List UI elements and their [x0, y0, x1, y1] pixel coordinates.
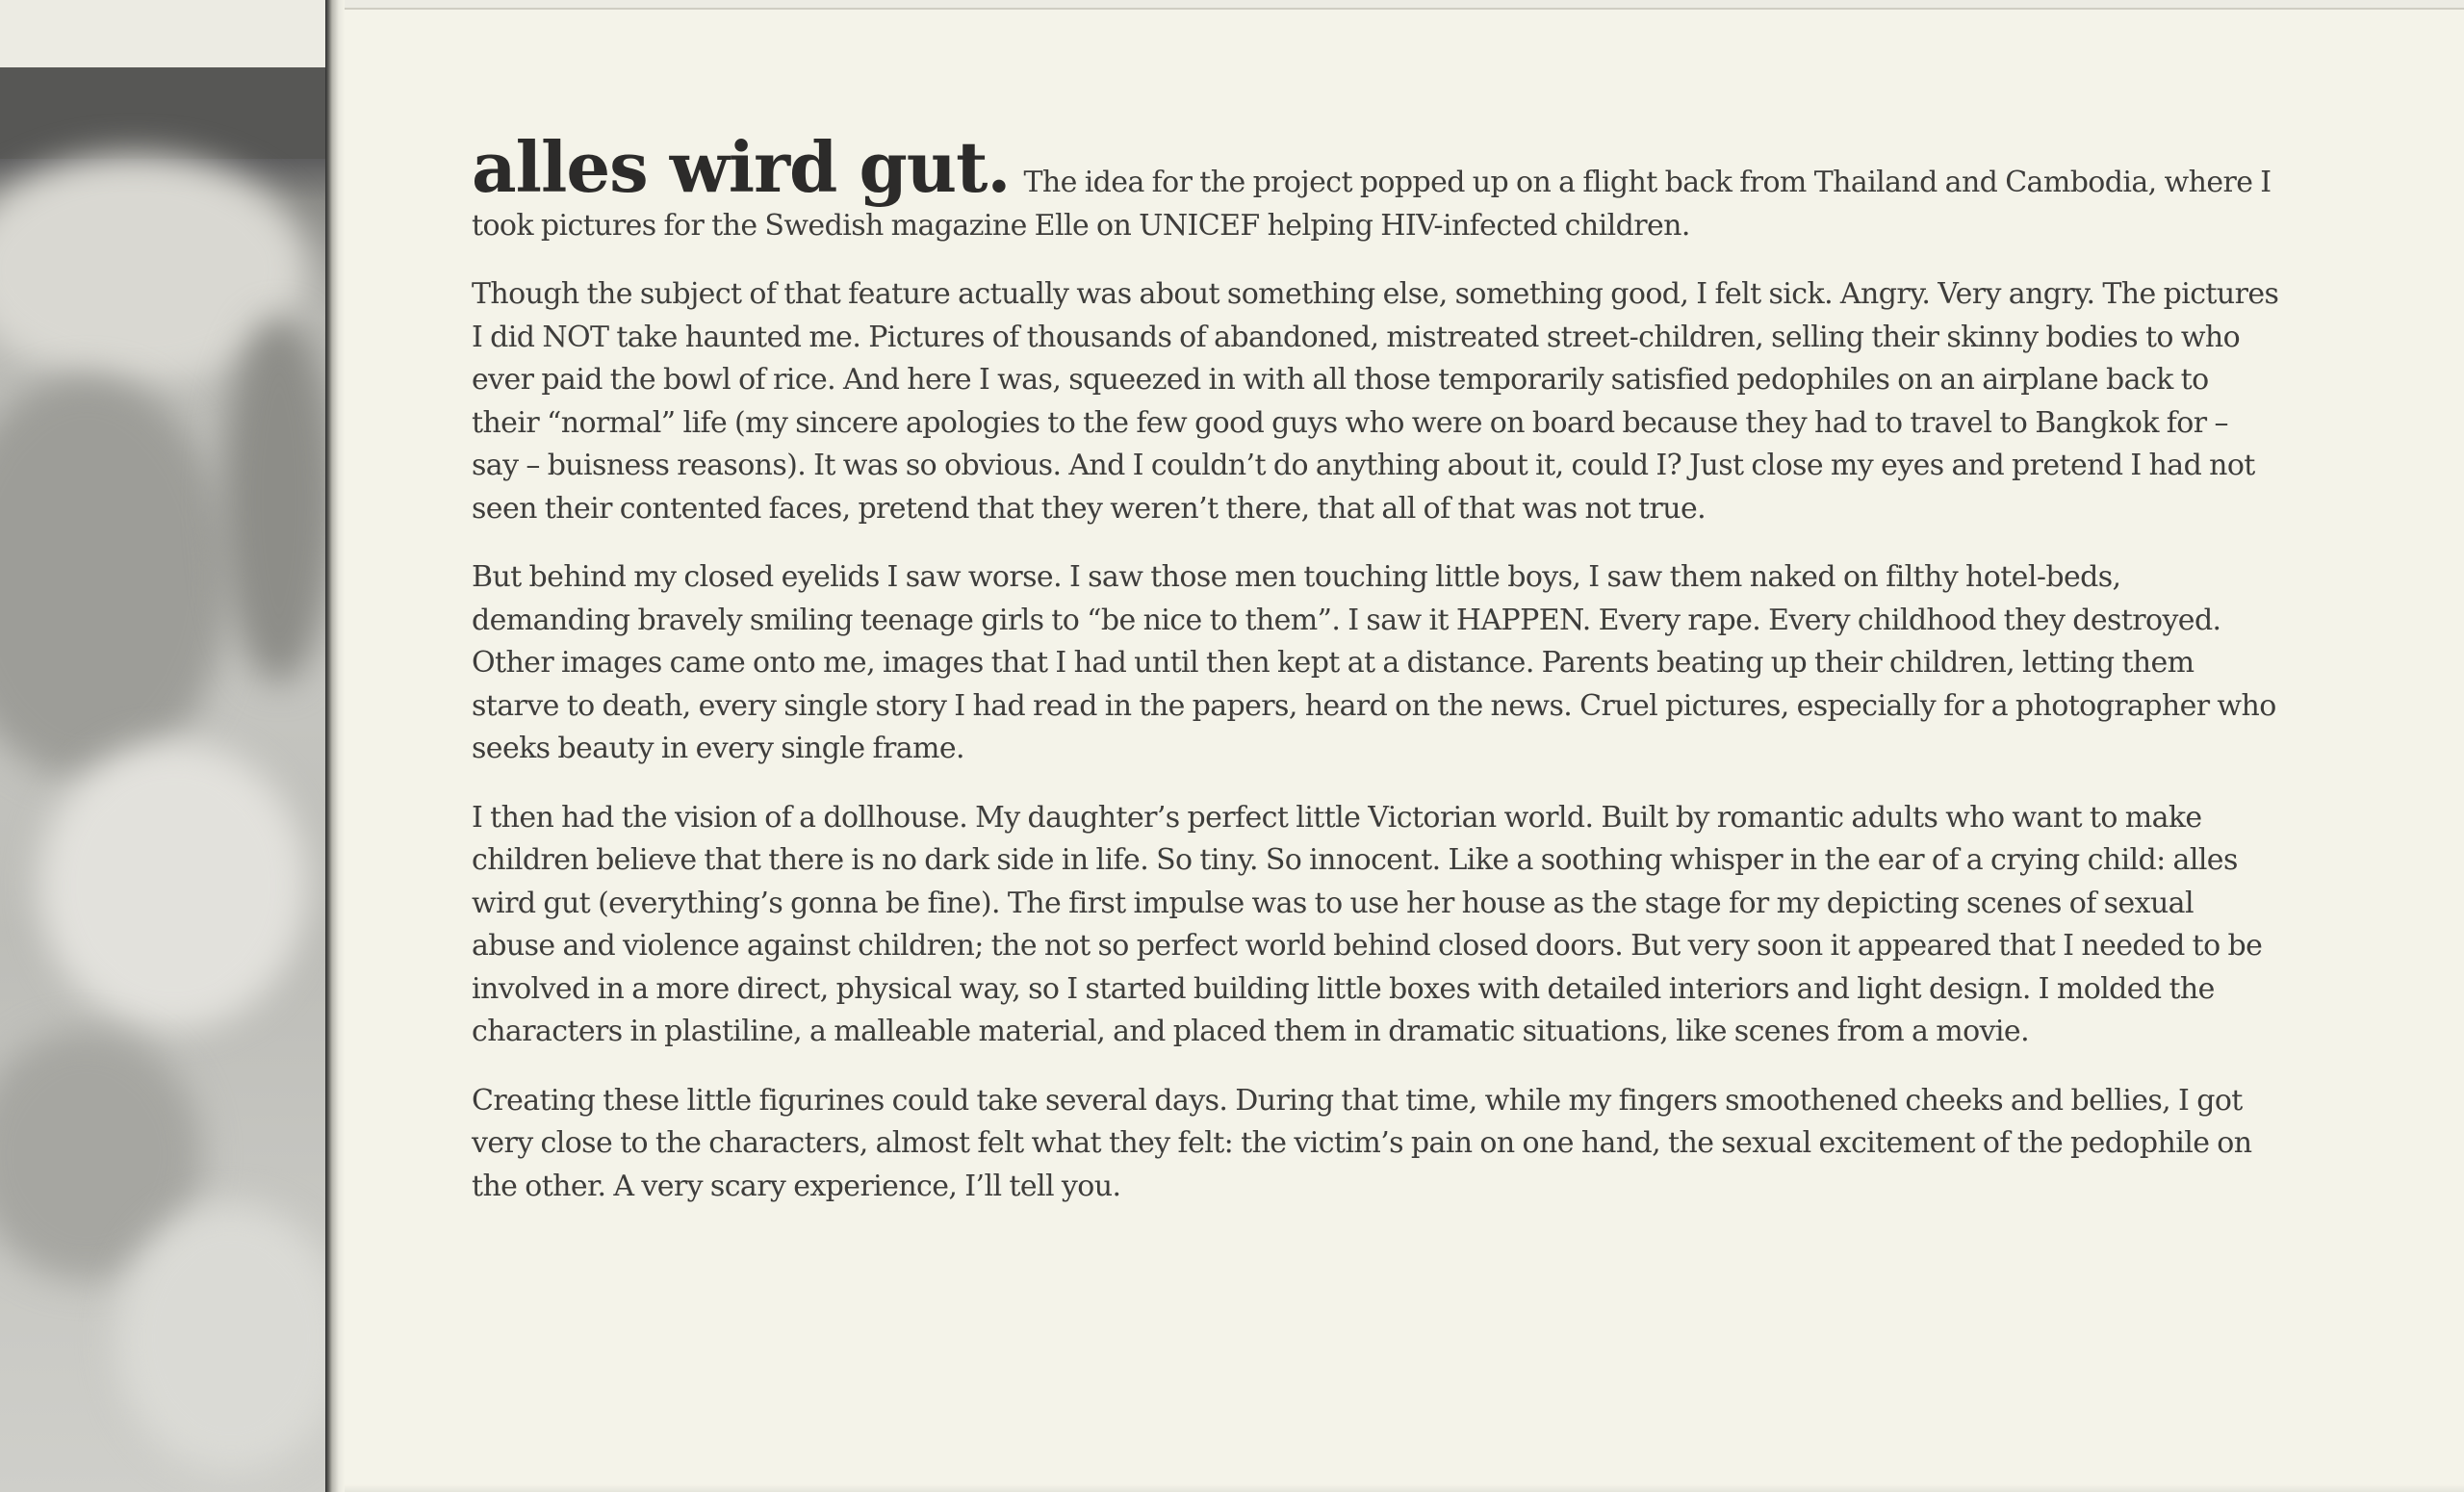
left-page-photo — [0, 67, 332, 1492]
body-paragraph-3: I then had the vision of a dollhouse. My daughter’s perfect little Victorian world. Built by romantic adults who want to make children believe that there is no dark side in life. So tiny. So innocent. Like a soothing whisper in the ear of a crying child: alles wird gut (everything’s gonna be fine). The first impulse was to use her house as the stage for my depicting scenes of sexual abuse and violence against children; the not so perfect world behind closed doors. But very soon it appeared that I needed to be involved in a more direct, physical way, so I started building little boxes with detailed interiors and light design. I molded the characters in plastiline, a malleable material, and placed them in dramatic situations, like scenes from a movie. — [472, 800, 2263, 1048]
photo-shadow — [221, 318, 332, 683]
photo-shadow — [0, 375, 231, 780]
intro-paragraph — [472, 126, 2281, 247]
photo-highlight — [38, 741, 308, 1030]
headline: alles wird gut. — [472, 126, 1011, 208]
body-paragraph-1: Though the subject of that feature actually was about something else, something good, I felt sick. Angry. Very angry. The pictures I did NOT take haunted me. Pictures of thousands of abandoned, mistreated street-children, selling their skinny bodies to who ever paid the bowl of rice. And here I was, squeezed in with all those temporarily satisfied pedophiles on an airplane back to their “normal” life (my sincere apologies to the few good guys who were on board because they had to travel to Bangkok for – say – buisness reasons). It was so obvious. And I couldn’t do anything about it, could I? Just close my eyes and pretend I had not seen their contented faces, pretend that they weren’t there, that all of that was not true. — [472, 277, 2279, 526]
intro-text: The idea for the project popped up on a flight back from Thailand and Cambodia, where I took pictures for the Swedish magazine Elle on UNICEF helping HIV-infected children. — [472, 166, 2272, 243]
photo-highlight — [116, 1203, 332, 1473]
body-paragraph-2: But behind my closed eyelids I saw worse. I saw those men touching little boys, I saw them naked on filthy hotel-beds, demanding bravely smiling teenage girls to “be nice to them”. I saw it HAPPEN. Every rape. Every childhood they destroyed. Other images came onto me, images that I had until then kept at a distance. Parents beating up their children, letting them starve to death, every single story I had read in the papers, heard on the news. Cruel pictures, especially for a photographer who seeks beauty in every single frame. — [472, 560, 2276, 765]
photo-dark-background — [0, 67, 332, 159]
page-edge-shadow — [339, 1484, 2464, 1492]
book-gutter — [325, 0, 345, 1492]
article-text — [472, 126, 2281, 1234]
body-paragraph-4: Creating these little figurines could take several days. During that time, while my fingers smoothened cheeks and bellies, I got very close to the characters, almost felt what they felt: the victim’s pain on one hand, the sexual excitement of the pedophile on the other. A very scary experience, I’ll tell you. — [472, 1083, 2252, 1203]
left-page-margin — [0, 0, 332, 67]
